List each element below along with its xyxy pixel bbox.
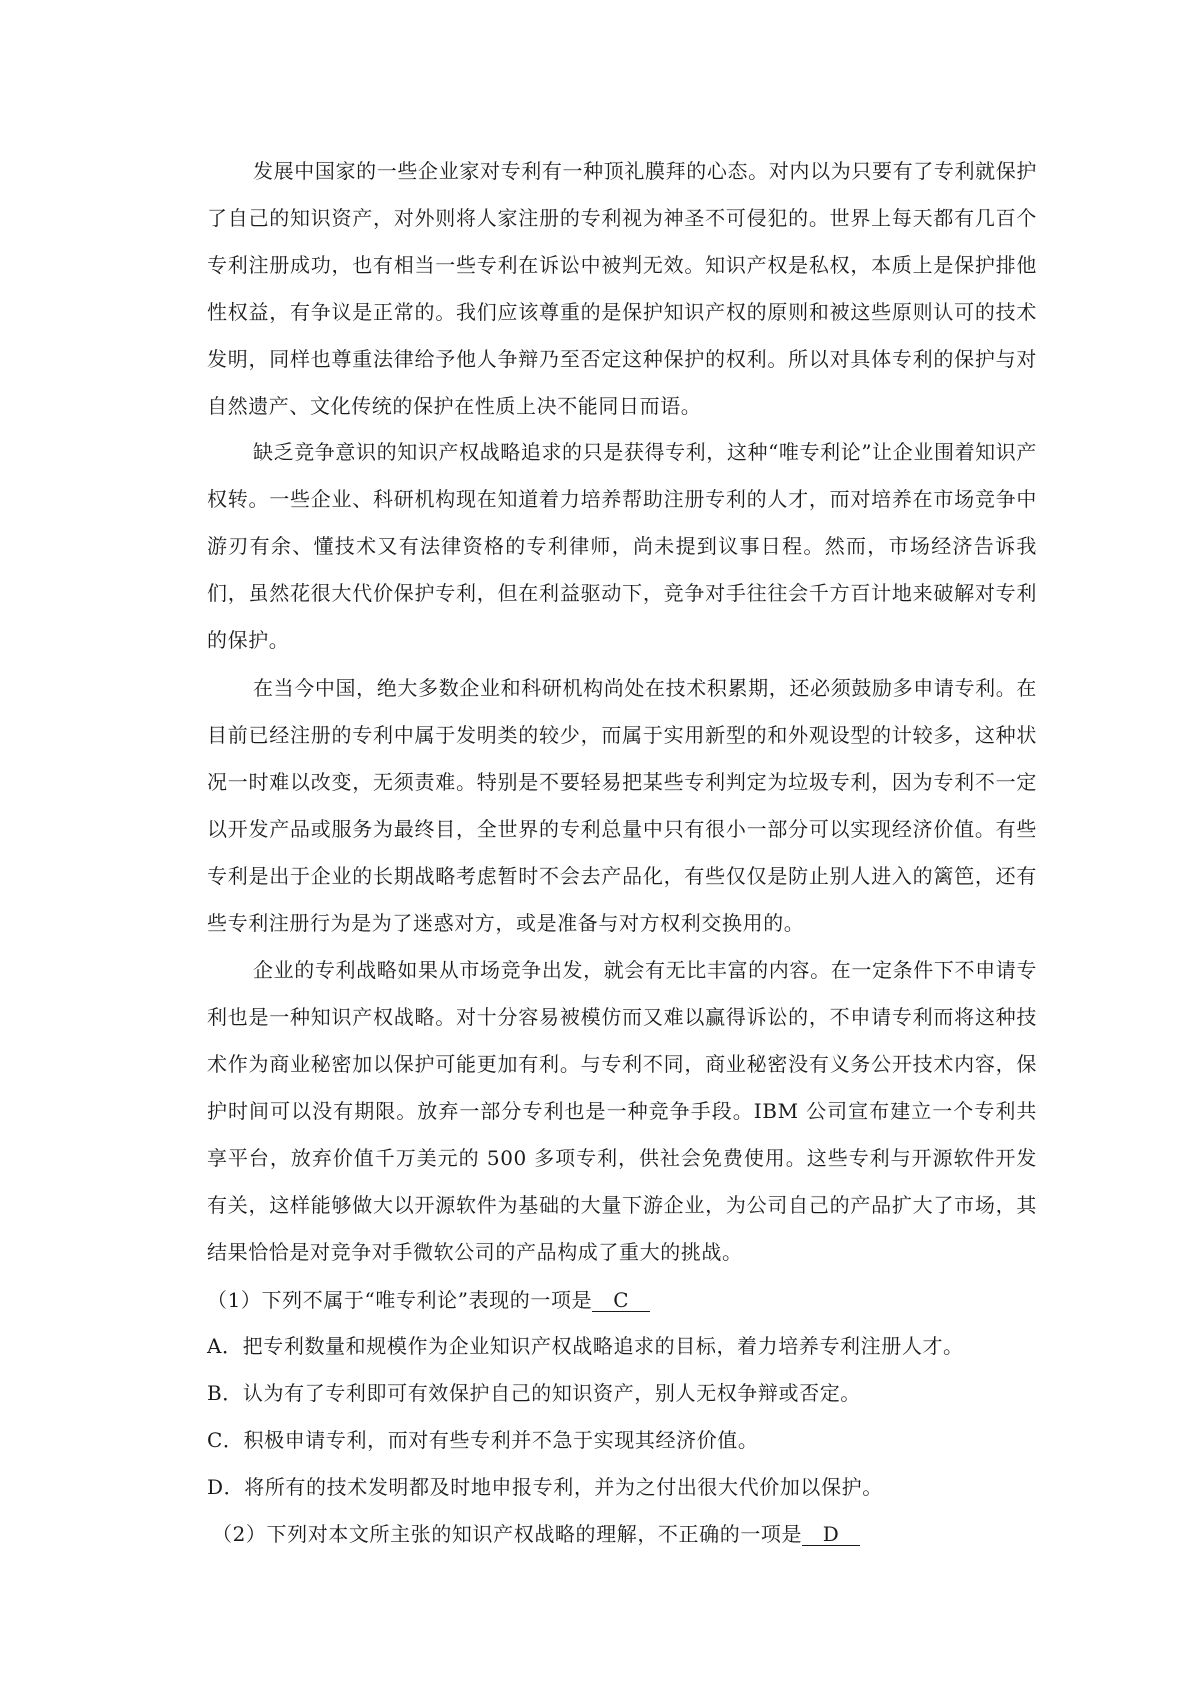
question-2-stem: （2）下列对本文所主张的知识产权战略的理解，不正确的一项是 — [212, 1522, 803, 1546]
question-1-option-c: C．积极申请专利，而对有些专利并不急于实现其经济价值。 — [207, 1428, 759, 1452]
passage-paragraph-4: 企业的专利战略如果从市场竞争出发，就会有无比丰富的内容。在一定条件下不申请专利也是一种知识产权战略。对十分容易被模仿而又难以赢得诉讼的，不申请专利而将这种技术作为商业秘密加以保护可能更加有利。与专利不同，商业秘密没有义务公开技术内容，保护时间可以没有期限。放弃一部分专利也是一种竞争手段。IBM 公司宣布建立一个专利共享平台，放弃价值千万美元的 500 多项专利，供社会免费使用。这些专利与开源软件开发有关，这样能够做大以开源软件为基础的大量下游企业，为公司自己的产品扩大了市场，其结果恰恰是对竞争对手微软公司的产品构成了重大的挑战。 — [207, 958, 1037, 1264]
question-1-option-b: B．认为有了专利即可有效保护自己的知识资产，别人无权争辩或否定。 — [207, 1381, 861, 1405]
passage-paragraph-3: 在当今中国，绝大多数企业和科研机构尚处在技术积累期，还必须鼓励多申请专利。在目前已经注册的专利中属于发明类的较少，而属于实用新型的和外观设型的计较多，这种状况一时难以改变，无须责难。特别是不要轻易把某些专利判定为垃圾专利，因为专利不一定以开发产品或服务为最终目，全世界的专利总量中只有很小一部分可以实现经济价值。有些专利是出于企业的长期战略考虑暂时不会去产品化，有些仅仅是防止别人进入的篱笆，还有些专利注册行为是为了迷惑对方，或是准备与对方权利交换用的。 — [207, 676, 1037, 935]
question-2 — [212, 1511, 1042, 1558]
question-1-answer-blank: C — [592, 1289, 650, 1312]
question-1 — [207, 1277, 1037, 1324]
question-1-option-d: D．将所有的技术发明都及时地申报专利，并为之付出很大代价加以保护。 — [207, 1475, 883, 1499]
question-1-option-a: A．把专利数量和规模作为企业知识产权战略追求的目标，着力培养专利注册人才。 — [207, 1334, 964, 1358]
passage-paragraph-1: 发展中国家的一些企业家对专利有一种顶礼膜拜的心态。对内以为只要有了专利就保护了自己的知识资产，对外则将人家注册的专利视为神圣不可侵犯的。世界上每天都有几百个专利注册成功，也有相当一些专利在诉讼中被判无效。知识产权是私权，本质上是保护排他性权益，有争议是正常的。我们应该尊重的是保护知识产权的原则和被这些原则认可的技术发明，同样也尊重法律给予他人争辩乃至否定这种保护的权利。所以对具体专利的保护与对自然遗产、文化传统的保护在性质上决不能同日而语。 — [207, 159, 1037, 418]
question-1-stem: （1）下列不属于“唯专利论”表现的一项是 — [207, 1288, 593, 1312]
passage-paragraph-2: 缺乏竞争意识的知识产权战略追求的只是获得专利，这种“唯专利论”让企业围着知识产权转。一些企业、科研机构现在知道着力培养帮助注册专利的人才，而对培养在市场竞争中游刃有余、懂技术又有法律资格的专利律师，尚未提到议事日程。然而，市场经济告诉我们，虽然花很大代价保护专利，但在利益驱动下，竞争对手往往会千方百计地来破解对专利的保护。 — [207, 440, 1037, 652]
question-2-answer-blank: D — [802, 1523, 860, 1546]
